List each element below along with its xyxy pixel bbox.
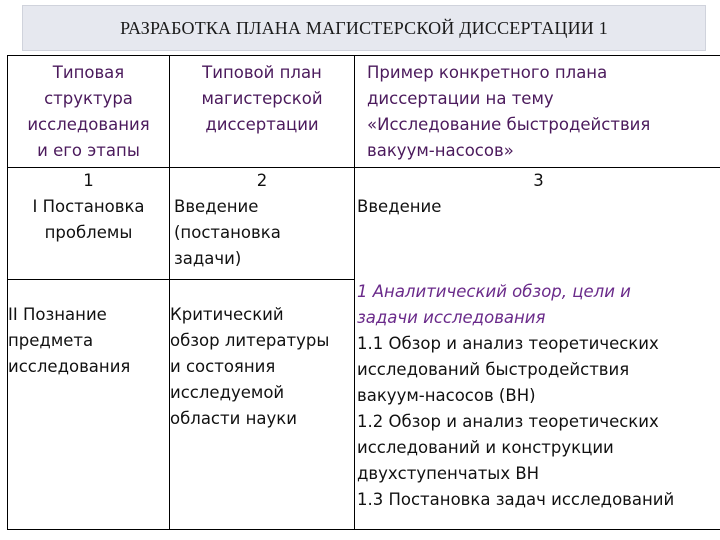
column-number-1: 1 [8,168,170,195]
row2-stage-cell [8,279,170,529]
header-cell-typical-plan [170,56,355,168]
header-cell-structure [8,56,170,168]
column-number-row [8,168,720,195]
row2-plan-cell [170,279,355,529]
row1-example-text: Введение [357,197,442,216]
header-row [8,56,720,168]
row1-stage-cell [8,194,170,279]
row1-example-cell [355,194,720,279]
column-number-3: 3 [355,168,720,195]
title-banner [22,5,706,51]
row1-stage-text: I Постановка проблемы [32,197,145,242]
row2-stage-text: II Познание предмета исследования [8,304,131,376]
row1-plan-text: Введение (постановка задачи) [174,197,281,268]
page-title: РАЗРАБОТКА ПЛАНА МАГИСТЕРСКОЙ ДИССЕРТАЦИИ 1 [120,18,608,38]
header-typical-plan-text: Типовой план магистерской диссертации [201,63,323,134]
plan-table [7,55,720,530]
row2-example-text: 1.1 Обзор и анализ теоретических исследований быстродействия вакуум-насосов (ВН) 1.2 Обзор и анализ теоретических исследований и конструкции двухступенчатых ВН 1.3 Постановка задач исследований [357,334,675,509]
header-structure-text: Типовая структура исследования и его этапы [27,63,150,160]
row2-example-chapter-title: 1 Аналитический обзор, цели и задачи исследования [357,282,631,327]
table-row [8,194,720,279]
row1-plan-cell [170,194,355,279]
header-example-plan-text: Пример конкретного плана диссертации на тему «Исследование быстродействия вакуум-насосов» [367,63,651,160]
header-cell-example-plan [355,56,720,168]
column-number-2: 2 [170,168,355,195]
row2-example-cell [355,279,720,529]
row2-plan-text: Критический обзор литературы и состояния исследуемой области науки [170,304,330,428]
table-row [8,279,720,529]
